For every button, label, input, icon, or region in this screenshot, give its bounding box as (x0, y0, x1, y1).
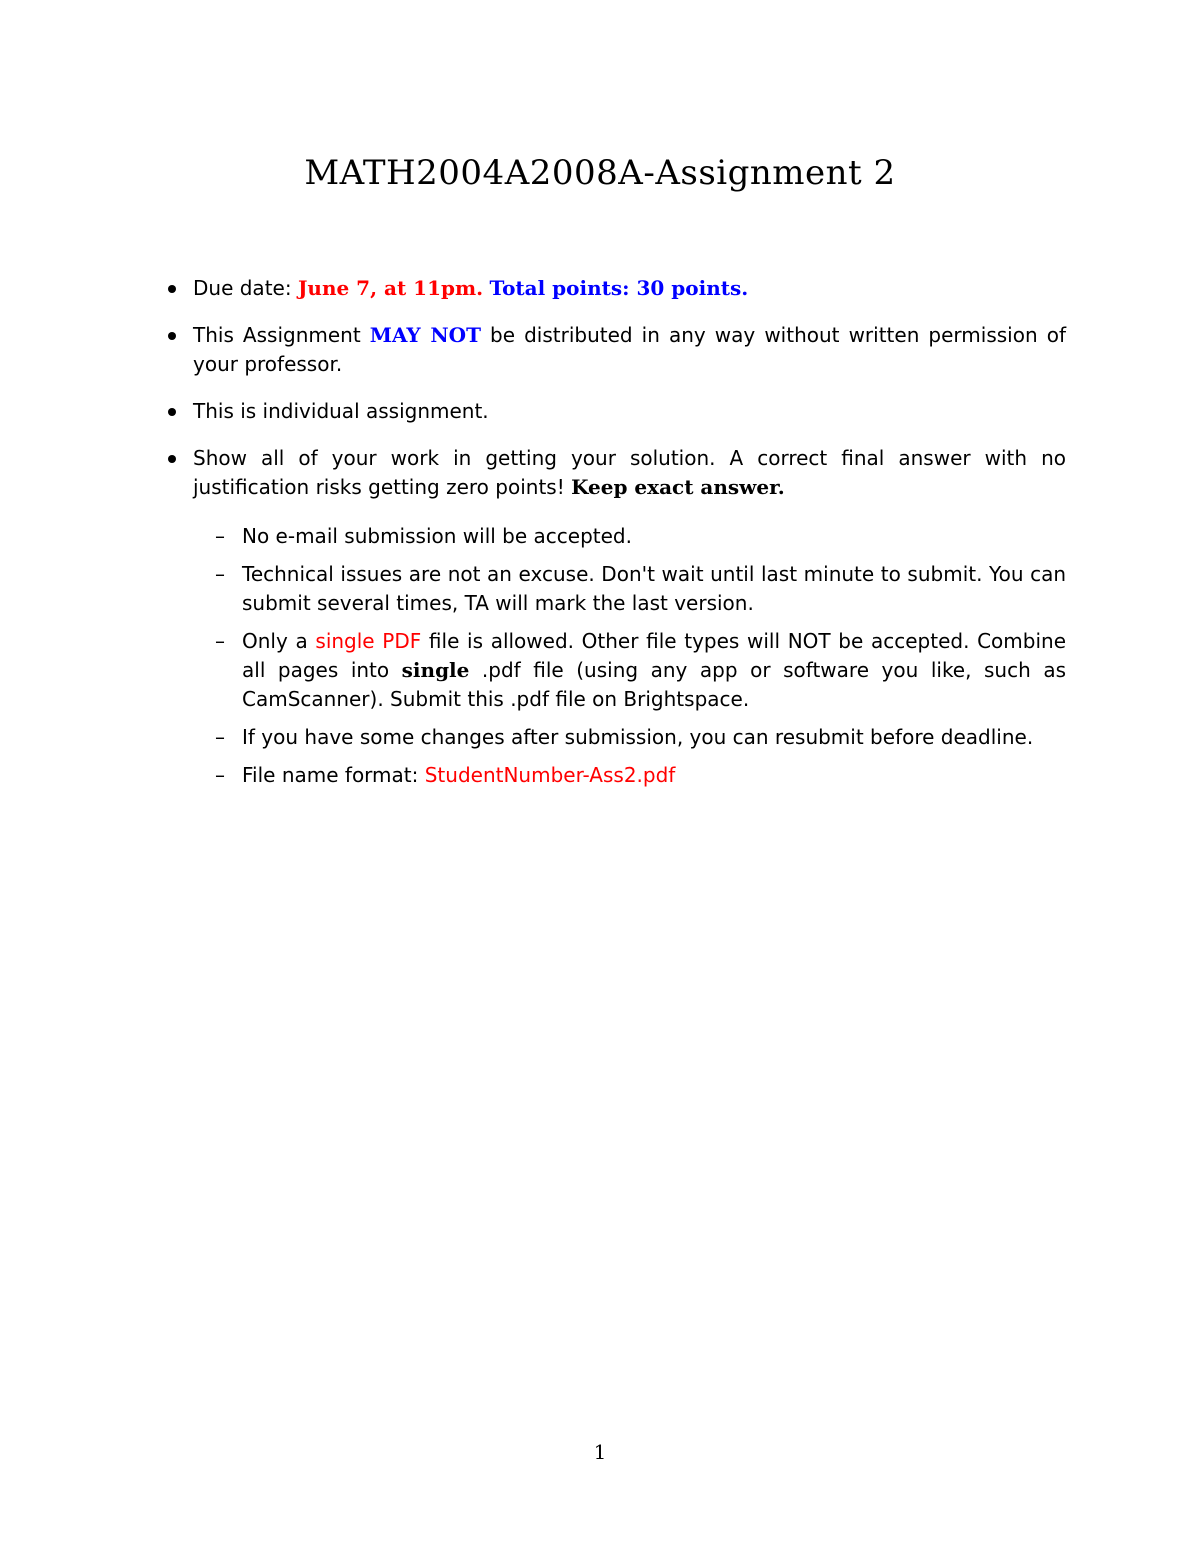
individual-text: This is individual assignment. (193, 399, 489, 423)
document-title: MATH2004A2008A-Assignment 2 (304, 153, 896, 193)
page-number: 1 (593, 1440, 607, 1464)
dash-icon: – (215, 524, 225, 548)
list-item-individual (166, 397, 1066, 426)
pdf-rule-bold: single (401, 658, 470, 682)
filename-label: File name format: (242, 763, 425, 787)
distribution-text-before: This Assignment (193, 323, 370, 347)
distribution-emphasis: MAY NOT (369, 323, 481, 347)
dash-icon: – (215, 725, 225, 749)
bullet-icon (168, 455, 176, 463)
dash-icon: – (215, 763, 225, 787)
sub-item-resubmit (193, 723, 1066, 752)
dash-icon: – (215, 562, 225, 586)
submission-rules-list (193, 522, 1066, 790)
show-work-text: Show all of your work in getting your solution. A correct final answer with no justification risks getting zero points! (193, 446, 1066, 499)
dash-icon: – (215, 629, 225, 653)
filename-value: StudentNumber-Ass2.pdf (424, 763, 676, 787)
sub-item-email (193, 522, 1066, 551)
list-item-due-date (166, 274, 1066, 303)
list-item-show-work (166, 444, 1066, 790)
pdf-rule-highlight: single PDF (315, 629, 422, 653)
list-item-distribution (166, 321, 1066, 379)
pdf-rule-middle: file is allowed. Other file types will NOT be accepted. Combine all pages into (242, 629, 1067, 682)
sub-item-filename (193, 761, 1066, 790)
resubmit-rule-text: If you have some changes after submission, you can resubmit before deadline. (242, 725, 1034, 749)
due-date-label: Due date: (193, 276, 298, 300)
bullet-icon (168, 285, 176, 293)
technical-rule-text: Technical issues are not an excuse. Don't wait until last minute to submit. You can submit several times, TA will mark the last version. (242, 562, 1066, 615)
pdf-rule-after: .pdf file (using any app or software you like, such as CamScanner). Submit this .pdf file on Brightspace. (242, 658, 1066, 711)
bullet-icon (168, 408, 176, 416)
pdf-rule-before: Only a (242, 629, 316, 653)
sub-item-pdf (193, 627, 1066, 714)
show-work-bold: Keep exact answer. (571, 475, 785, 499)
distribution-text-after: be distributed in any way without written permission of your professor. (193, 323, 1066, 376)
email-rule-text: No e-mail submission will be accepted. (242, 524, 632, 548)
sub-item-technical (193, 560, 1066, 618)
bullet-icon (168, 332, 176, 340)
due-date-value: June 7, at 11pm. (297, 276, 484, 300)
instructions-list (166, 274, 1066, 808)
total-points: Total points: 30 points. (489, 276, 749, 300)
